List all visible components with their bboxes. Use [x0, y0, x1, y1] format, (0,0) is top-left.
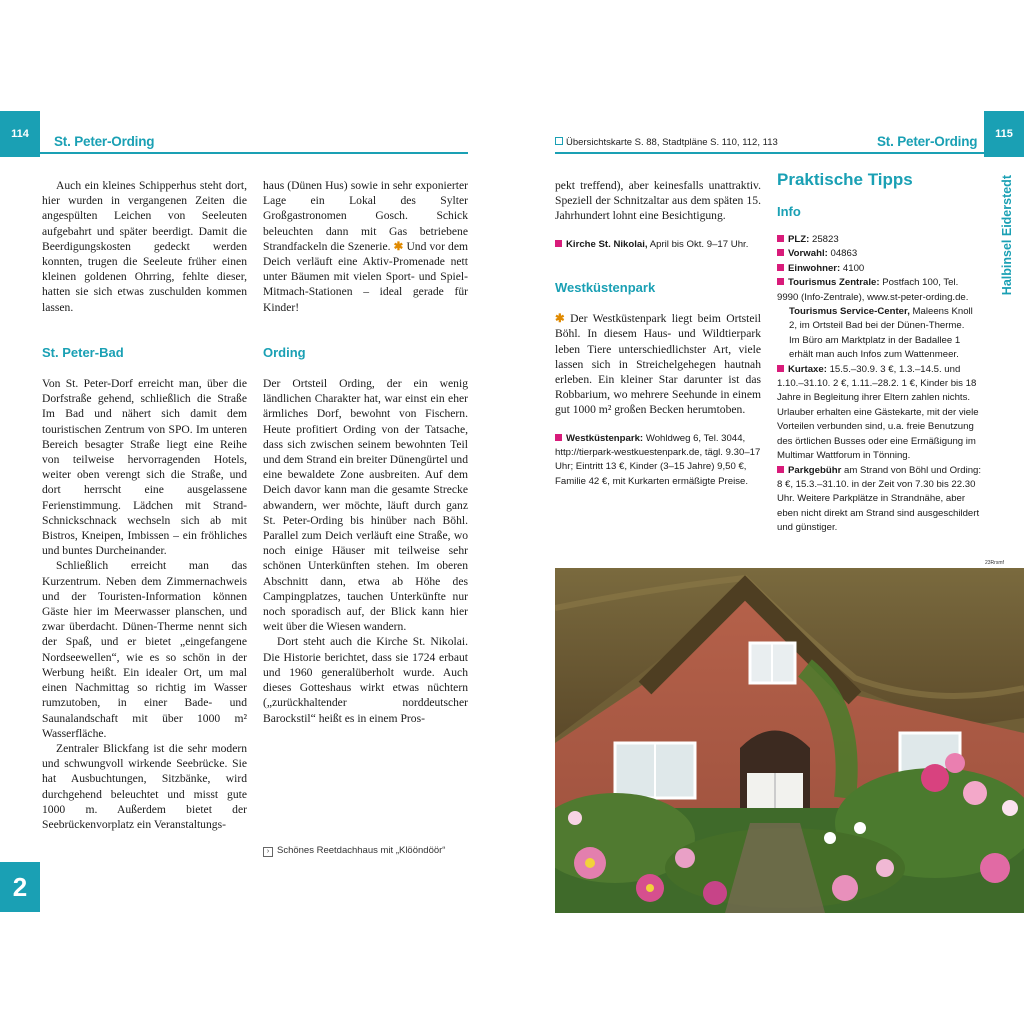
info-label: Tourismus Service-Center,: [789, 306, 910, 318]
info-kurtaxe: [777, 363, 982, 464]
info-subtitle: Info: [777, 204, 801, 219]
left-column-2: [263, 178, 468, 726]
paragraph: pekt treffend), aber keinesfalls unattraktiv. Speziell der Schnitzaltar aus dem späten 15. Jahrhundert lohnt eine Besichtigung.: [555, 179, 761, 223]
info-label: Vorwahl:: [788, 248, 828, 260]
running-head-right: St. Peter-Ording: [877, 134, 978, 149]
info-value: 15.5.–30.9. 3 €, 1.3.–14.5. und 1.10.–31.10. 2 €, 1.11.–28.2. 1 €, Kinder bis 18 Jahre in Begleitung ihrer Eltern zahlen nichts. Urlauber erhalten eine Gästekarte, mit der viele Vorteilen verbunden sind, u.a. freie Benutzung des örtlichen Busses oder eine Ermäßigung im Multimar Wattforum in Tönning.: [777, 363, 979, 462]
paragraph: Dort steht auch die Kirche St. Nikolai. Die Historie berichtet, dass sie 1724 erbaut und 1960 generalüberholt wurde. Auch dieses Gotteshaus wirkt etwas nüchtern („zurückhaltender norddeutscher Barockstil“ heißt es in einem Pros-: [263, 635, 468, 725]
left-column-1: [42, 178, 247, 832]
paragraph: Der Ortsteil Ording, der ein wenig ländlichen Charakter hat, war einst ein eher ärmliches Dorf, bewohnt von Fischern. Heute profitiert Ording von der Tatsache, dass sich zwischen seinem bewohnten Teil und dem Strand ein breiter Dünengürtel und eine bewaldete Zone ausbreiten. Auf dem Deich davor kann man die gesamte Strecke abwandern, wer möchte, läuft durch ganz St. Peter-Ording bis hinüber nach Böhl. Parallel zum Deich verläuft eine Straße, wo noch einige Häuser mit teilweise sehr schönen Unterkünften stehen. Im oberen Abschnitt dann, etwa ab Höhe des Campingplatzes, tauchen Unterkünfte nur noch sporadisch auf, der Blick kann hier weit über die Wiesen wandern.: [263, 377, 468, 634]
info-label: Kirche St. Nikolai,: [566, 238, 648, 250]
walking-person-icon: ✱: [555, 312, 565, 326]
photo-code: 23Rrsmf: [985, 560, 1004, 566]
paragraph: Zentraler Blickfang ist die sehr modern und schwungvoll wirkende Seebrücke. Sie hat Ausbuchtungen, Sitzbänke, wird durchgehend beleuchtet und misst gute 1000 m. Außerdem bietet der Seebrückenvorplatz ein Veranstaltungs-: [42, 741, 247, 831]
caption-text: Schönes Reetdachhaus mit „Klööndöör“: [277, 845, 446, 856]
header-rule-left: [40, 152, 468, 154]
info-service-center: [777, 305, 982, 334]
info-text: Wohldweg 6, Tel. 3044, http://tierpark-westkuestenpark.de, tägl. 9.30–17 Uhr; Eintritt 13 €, Kinder (3–15 Jahre) 9,50 €, Familie 42 €, mit Kurkarten ermäßigte Preise.: [555, 432, 761, 487]
page-number-left: 114: [0, 111, 40, 157]
paragraph: Und vor dem Deich verläuft eine Aktiv-Promenade nett unter Bäumen mit vielen Sport- und Spiel-Mitmach-Stationen – ideal gerade für Kinder!: [263, 239, 468, 314]
paragraph: Schließlich erreicht man das Kurzentrum. Neben dem Zimmernachweis und der Touristen-Information können Gäste hier im Meerwasser planschen, und zwar überdacht. Dünen-Therme nennt sich der Spaß, und er bietet „eingefangene Nordseewellen“, wie es so schön in der Werbung heißt. Ein idealer Ort, um mal einen Nachmittag so richtig im Wasser rumzutoben, in einer Bade- und Saunalandschaft mit über 1000 m² Wasserfläche.: [42, 559, 247, 740]
section-heading-ording: Ording: [263, 344, 306, 360]
side-tab: [990, 160, 1024, 310]
info-vorwahl: [777, 247, 982, 261]
running-head-left: St. Peter-Ording: [54, 134, 155, 149]
side-tab-label: Halbinsel Eiderstedt: [1000, 174, 1014, 296]
bullet-icon: [555, 434, 562, 441]
map-reference: [555, 137, 778, 148]
practical-tips-title: Praktische Tipps: [777, 170, 913, 189]
chapter-tab: 2: [0, 862, 40, 912]
bullet-icon: [777, 365, 784, 372]
paragraph: Auch ein kleines Schipperhus steht dort, hier wurden in vergangenen Zeiten die angespülten Leichen von Seeleuten aufgebahrt und später beerdigt. Damit die Beerdigungskosten gedeckt werden konnten, trugen die Seeleute früher einen kleinen goldenen Ohrring, fehlte dieser, hatten sie sich etwas zuschulden kommen lassen.: [42, 179, 247, 314]
bullet-icon: [777, 264, 784, 271]
cottage-illustration: [555, 568, 1024, 913]
info-block: [777, 233, 982, 536]
info-label: Tourismus Zentrale:: [788, 277, 880, 289]
map-reference-text: Übersichtskarte S. 88, Stadtpläne S. 110, 112, 113: [566, 137, 778, 148]
info-parkgebuehr: [777, 464, 982, 536]
paragraph: haus (Dünen Hus) sowie in sehr exponierter Lage ein Lokal des Sylter Großgastronomen Gosch. Schick beleuchten dann mit Gas betriebene Strandfackeln die Szenerie.: [263, 179, 468, 253]
info-label: PLZ:: [788, 234, 810, 245]
info-tourismus-zentrale: [777, 276, 982, 305]
info-value: 04863: [830, 248, 858, 260]
info-westkuestenpark: [555, 432, 761, 490]
info-kirche: [555, 238, 761, 252]
right-column-2: [777, 170, 982, 536]
info-label: Westküstenpark:: [566, 432, 644, 444]
section-heading-westkuestenpark: Westküstenpark: [555, 280, 656, 296]
info-value: 4100: [842, 262, 865, 274]
bullet-icon: [555, 240, 562, 247]
page-number-right: 115: [984, 111, 1024, 157]
info-plz: [777, 233, 982, 247]
info-label: Kurtaxe:: [788, 363, 827, 375]
info-einwohner: [777, 262, 982, 276]
caption-arrow-icon: ›: [263, 847, 273, 857]
info-buero: Im Büro am Marktplatz in der Badallee 1 erhält man auch Infos zum Wattenmeer.: [789, 334, 961, 361]
bullet-icon: [777, 278, 784, 285]
walking-person-icon: ✱: [393, 239, 404, 253]
bullet-icon: [777, 235, 784, 242]
info-text: April bis Okt. 9–17 Uhr.: [649, 238, 749, 250]
info-value: am Strand von Böhl und Ording: 8 €, 15.3.–31.10. in der Zeit von 7.30 bis 22.30 Uhr. Weitere Parkplätze in Strandnähe, aber eben nicht direkt am Strand sind ausgeschildert und günstiger.: [777, 464, 982, 534]
paragraph: Von St. Peter-Dorf erreicht man, über die Dorfstraße gehend, schließlich die Straße Im Bad und nähert sich damit dem touristischen Zentrum von SPO. Im unteren Bereich besagter Straße liegt eine Reihe von teilweise hervorragenden Hotels, weiter oben verengt sich die Straße, und dort herrscht eine ausgelassene Ferienstimmung. Lädchen mit Strand-Schnickschnack wechseln sich ab mit Bistros, Kneipen, Imbissen – ein fröhliches und buntes Durcheinander.: [42, 377, 247, 558]
info-label: Parkgebühr: [788, 464, 842, 476]
right-column-1: [555, 178, 761, 489]
info-value: Postfach 100, Tel. 9990 (Info-Zentrale), www.st-peter-ording.de.: [777, 277, 969, 303]
map-square-icon: [555, 137, 563, 145]
info-value: Maleens Knoll 2, im Ortsteil Bad bei der Dünen-Therme.: [789, 306, 973, 332]
bullet-icon: [777, 249, 784, 256]
header-rule-right: [555, 152, 985, 154]
cottage-photo: [555, 568, 1024, 913]
paragraph: Der Westküstenpark liegt beim Ortsteil Böhl. In diesem Haus- und Wildtierpark leben Tiere unterschiedlichster Art, viele lassen sich in Streichelgehegen hautnah erleben. Ein kleiner Star darunter ist das Robbarium, wo mehrere Seehunde in einem gut 1000 m² großen Becken herumtoben.: [555, 312, 761, 417]
photo-caption: [263, 845, 445, 857]
section-heading-st-peter-bad: St. Peter-Bad: [42, 344, 124, 360]
info-value: 25823: [812, 234, 839, 245]
bullet-icon: [777, 466, 784, 473]
info-label: Einwohner:: [788, 262, 841, 274]
